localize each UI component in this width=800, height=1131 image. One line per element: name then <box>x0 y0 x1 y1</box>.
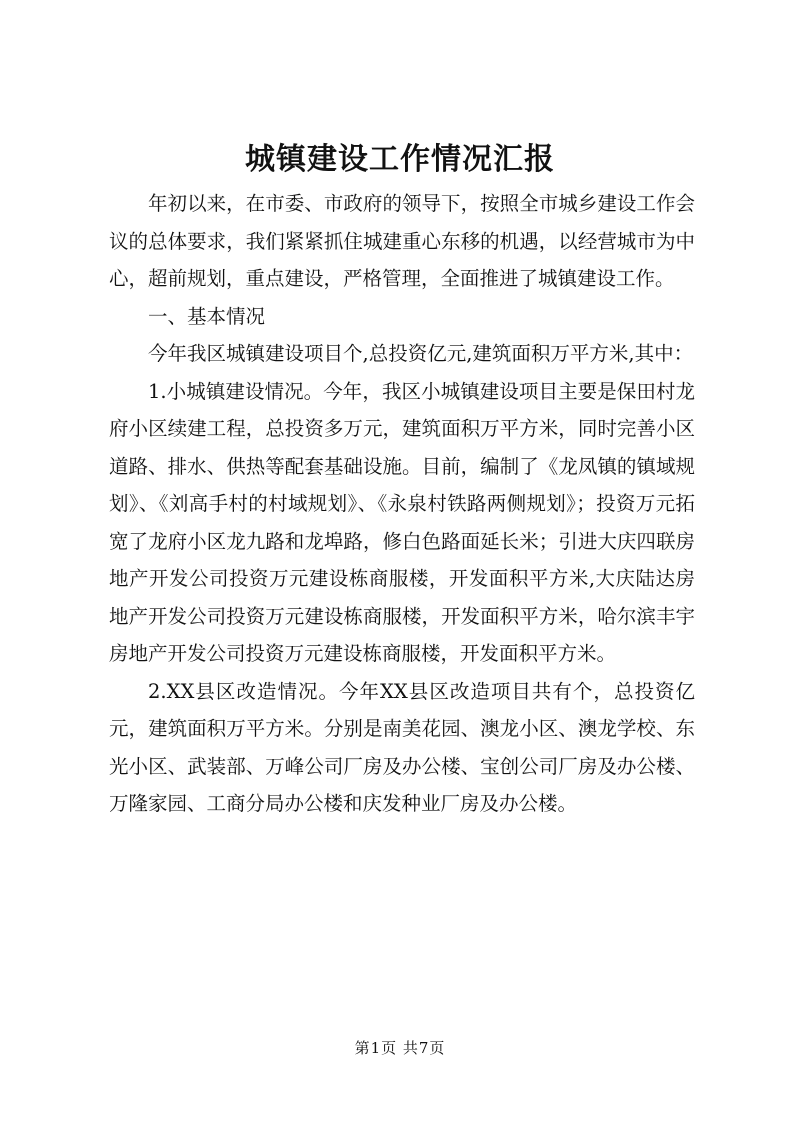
intro-paragraph: 年初以来，在市委、市政府的领导下，按照全市城乡建设工作会议的总体要求，我们紧紧抓住城建重心东移的机遇，以经营城市为中心，超前规划，重点建设，严格管理，全面推进了城镇建设工作。 <box>109 192 695 290</box>
small-town-construction-paragraph: 1.小城镇建设情况。今年，我区小城镇建设项目主要是保田村龙府小区续建工程，总投资多万元，建筑面积万平方米，同时完善小区道路、排水、供热等配套基础设施。目前，编制了《龙凤镇的镇域规划》、《刘高手村的村域规划》、《永泉村铁路两侧规划》；投资万元拓宽了龙府小区龙九路和龙埠路，修白色路面延长米；引进大庆四联房地产开发公司投资万元建设栋商服楼，开发面积平方米,大庆陆达房地产开发公司投资万元建设栋商服楼，开发面积平方米，哈尔滨丰宇房地产开发公司投资万元建设栋商服楼，开发面积平方米。 <box>109 379 695 665</box>
summary-paragraph: 今年我区城镇建设项目个,总投资亿元,建筑面积万平方米,其中： <box>148 342 694 365</box>
county-renovation-paragraph: 2.XX县区改造情况。今年XX县区改造项目共有个，总投资亿元，建筑面积万平方米。分别是南美花园、澳龙小区、澳龙学校、东光小区、武装部、万峰公司厂房及办公楼、宝创公司厂房及办公楼、万隆家园、工商分局办公楼和庆发种业厂房及办公楼。 <box>109 679 695 815</box>
document-body <box>109 185 695 823</box>
document-title: 城镇建设工作情况汇报 <box>245 142 555 177</box>
section-heading-basic-situation: 一、基本情况 <box>148 304 266 328</box>
page-number-footer: 第1页 共7页 <box>354 1039 446 1057</box>
